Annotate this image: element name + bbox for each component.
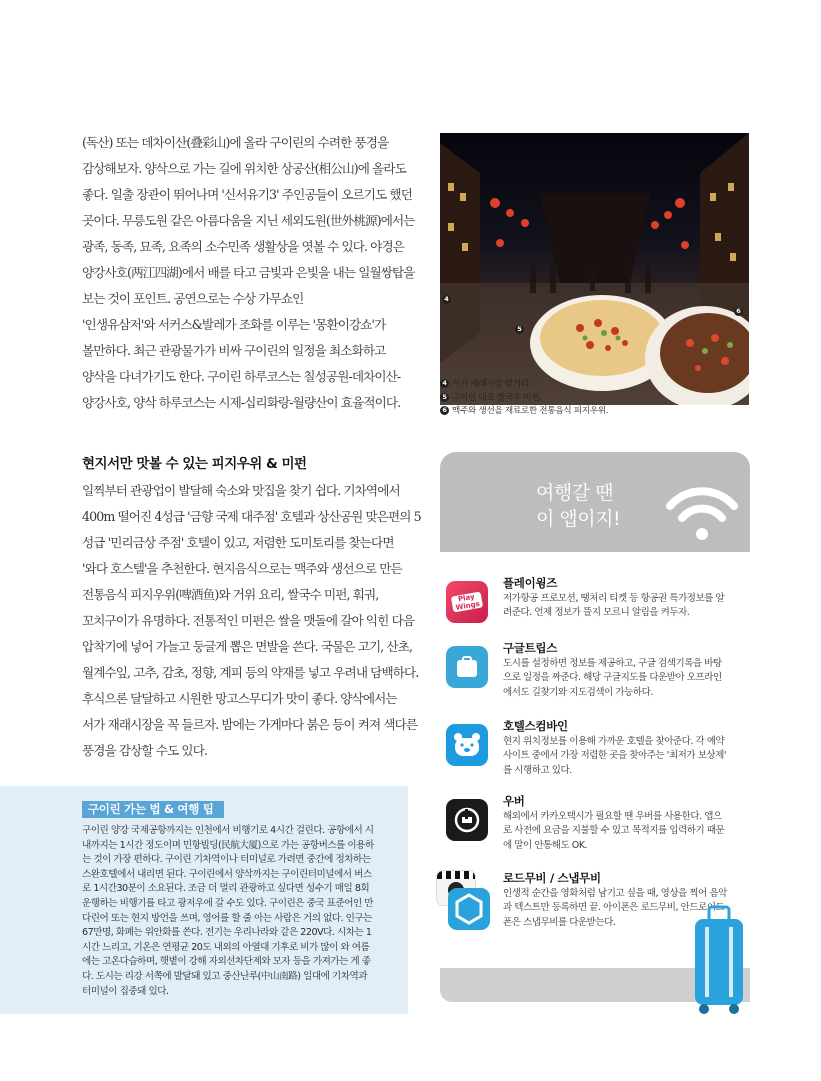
app-description <box>503 735 726 778</box>
tips-line: 는 것이 가장 편하다. 구이린 기차역이나 터미널로 가려면 중간에 정차하는 <box>82 854 371 866</box>
night-market-illustration <box>440 133 749 405</box>
photo-marker-6: 6 <box>734 307 743 316</box>
intro-line: 양강사호, 양삭 하루코스는 시제-십리화랑-월량산이 효율적이다. <box>82 395 401 410</box>
local-line: 후식으론 달달하고 시원한 망고스무디가 맛이 좋다. 양삭에서는 <box>82 691 397 706</box>
intro-line: 감상해보자. 양삭으로 가는 길에 위치한 상공산(相公山)에 올라도 <box>82 161 406 176</box>
local-line: 서가 재래시장을 꼭 들르자. 밤에는 가게마다 붉은 등이 켜져 색다른 <box>82 717 418 732</box>
local-line: 풍경을 감상할 수도 있다. <box>82 743 208 758</box>
app-panel-title <box>536 480 620 532</box>
app-description-line: 폰은 스냅무비를 다운받는다. <box>503 916 616 928</box>
app-panel-title-line: 여행갈 땐 <box>536 482 613 504</box>
intro-line: 양삭을 다녀가기도 한다. 구이린 하루코스는 칠성공원-데차이산- <box>82 369 401 384</box>
intro-line: '인생유삼저'와 서커스&발레가 조화를 이루는 '몽환이강쇼'가 <box>82 317 386 332</box>
app-description-line: 려준다. 언제 정보가 뜰지 모르니 알림을 켜두자. <box>503 607 690 619</box>
app-description-line: 에 말이 안통해도 OK. <box>503 839 588 851</box>
intro-line: 곳이다. 무릉도원 같은 아름다움을 지닌 세외도원(世外桃源)에서는 <box>82 213 415 228</box>
app-description-line: 저가항공 프로모션, 땡처리 티켓 등 항공권 특가정보를 알 <box>503 593 725 604</box>
snapmovie-app-icon <box>448 888 490 930</box>
wifi-icon <box>662 476 742 546</box>
caption-number: 5 <box>440 393 449 402</box>
local-line: 일찍부터 관광업이 발달해 숙소와 맛집을 찾기 쉽다. 기차역에서 <box>82 483 400 498</box>
local-line: 성급 '민리금상 주점' 호텔이 있고, 저렴한 도미토리를 찾는다면 <box>82 535 394 550</box>
caption-number: 6 <box>440 406 449 415</box>
local-food-heading: 현지서만 맛볼 수 있는 피지우위 & 미펀 <box>82 456 307 472</box>
intro-line: 광족, 동족, 묘족, 요족의 소수민족 생활상을 엿볼 수 있다. 야경은 <box>82 239 404 254</box>
local-food-paragraph <box>82 478 427 764</box>
app-name: 구글트립스 <box>503 641 558 655</box>
photo-caption <box>440 405 608 419</box>
tips-line: 로 1시간30분이 소요된다. 조금 더 멀리 관광하고 싶다면 성수기 매일 8회 <box>82 883 370 895</box>
caption-text: 서가 재래시장 밤거리. <box>452 379 532 389</box>
tips-line: 운행하는 비행기를 타고 광저우에 갈 수도 있다. 구이린은 중국 표준어인 만 <box>82 897 374 909</box>
app-name: 플레이윙즈 <box>503 576 558 590</box>
local-line: 월계수잎, 고추, 감초, 정향, 계피 등의 약재를 넣고 우려내 담백하다. <box>82 665 419 680</box>
intro-paragraph <box>82 130 427 416</box>
tips-line: 터미널이 집중돼 있다. <box>82 985 169 997</box>
app-description <box>503 657 722 700</box>
app-description-line: 를 시행하고 있다. <box>503 764 572 776</box>
tips-line: 시간 느리고, 기온은 연평균 20도 내외의 아열대 기후로 비가 많이 와 여름 <box>82 941 370 953</box>
intro-line: 양강사호(两江四湖)에서 배를 타고 금빛과 은빛을 내는 일월쌍탑을 <box>82 265 415 280</box>
intro-line: 볼만하다. 최근 관광물가가 비싸 구이린의 일정을 최소화하고 <box>82 343 386 358</box>
clapperboard-icon <box>437 871 475 879</box>
photo-captions <box>440 378 608 419</box>
travel-tips-heading: 구이린 가는 법 & 여행 팁 <box>82 801 224 818</box>
tips-line: 67만명, 화폐는 위안화를 쓴다. 전기는 우리나라와 같은 220V다. 시차는 1 <box>82 927 372 939</box>
tips-line: 에는 고온다습하며, 햇볕이 강해 자외선차단제와 모자 등을 가져가는 게 좋 <box>82 956 371 968</box>
app-panel-banner <box>440 452 750 552</box>
caption-text: 맥주와 생선을 재료로한 전통음식 피지우위. <box>452 406 609 417</box>
google-trips-app-icon <box>446 646 488 688</box>
photo-caption <box>440 378 608 392</box>
hexagon-icon <box>448 888 490 930</box>
playwings-logo-text: Play Wings <box>451 592 483 613</box>
caption-number: 4 <box>440 379 449 388</box>
local-line: 전통음식 피지우위(啤酒鱼)와 거위 요리, 쌀국수 미펀, 훠궈, <box>82 587 379 602</box>
intro-line: (독산) 또는 데차이산(叠彩山)에 올라 구이린의 수려한 풍경을 <box>82 135 389 150</box>
playwings-app-icon <box>446 581 488 623</box>
app-description-line: 로 사전에 요금을 지불할 수 있고 목적지를 입력하기 때문 <box>503 825 725 837</box>
uber-app-icon <box>446 799 488 841</box>
app-description-line: 해외에서 카카오택시가 필요할 땐 우버를 사용한다. 앱으 <box>503 811 722 822</box>
bear-face-icon <box>446 724 488 766</box>
app-description-line: 과 텍스트만 등록하면 끝. 아이폰은 로드무비, 안드로이드 <box>503 902 725 914</box>
local-line: '와다 호스텔'을 추천한다. 현지음식으로는 맥주와 생선으로 만든 <box>82 561 402 576</box>
suitcase-handle-icon <box>462 656 472 662</box>
local-line: 압착기에 넣어 가늘고 둥글게 뽑은 면발을 쓴다. 국물은 고기, 산초, <box>82 639 413 654</box>
uber-logo-icon <box>446 799 488 841</box>
app-panel-title-line: 이 앱이지! <box>536 508 621 530</box>
app-description-line: 으로 일정을 짜준다. 해당 구글지도를 다운받아 오프라인 <box>503 672 722 684</box>
app-name: 우버 <box>503 794 525 808</box>
luggage-icon <box>690 905 748 1017</box>
suitcase-icon <box>457 660 477 677</box>
app-description <box>503 592 724 621</box>
intro-line: 좋다. 일출 장관이 뛰어나며 '신서유기3' 주인공들이 오르기도 했던 <box>82 187 412 202</box>
photo-marker-5: 5 <box>515 325 524 334</box>
app-description-line: 에서도 길찾기와 지도검색이 가능하다. <box>503 686 653 698</box>
caption-text: 구이린 대표 쌀국수 미펀. <box>452 392 542 403</box>
intro-line: 보는 것이 포인트. 공연으로는 수상 가무쇼인 <box>82 291 304 306</box>
app-description-line: 인생적 순간을 영화처럼 남기고 싶을 때, 영상을 찍어 음악 <box>503 888 727 899</box>
tips-line: 구이린 양강 국제공항까지는 인천에서 비행기로 4시간 걸린다. 공항에서 시 <box>82 825 374 836</box>
app-description-line: 현지 위치정보를 이용해 가까운 호텔을 찾아준다. 각 예약 <box>503 736 725 747</box>
app-name: 로드무비 / 스냅무비 <box>503 871 601 885</box>
app-description-line: 사이트 중에서 가장 저렴한 곳을 찾아주는 '최저가 보상제' <box>503 750 727 762</box>
photo-collage <box>440 133 749 405</box>
night-market-photo <box>440 133 749 405</box>
app-description-line: 도시를 설정하면 정보를 제공하고, 구글 검색기록을 바탕 <box>503 658 722 669</box>
app-description <box>503 810 724 853</box>
photo-marker-4: 4 <box>442 295 451 304</box>
local-line: 꼬치구이가 유명하다. 전통적인 미펀은 쌀을 맷돌에 갈아 익힌 다음 <box>82 613 415 628</box>
tips-line: 내까지는 1시간 정도이며 민항빌딩(民航大厦)으로 가는 공항버스를 이용하 <box>82 839 374 851</box>
travel-tips-box <box>0 786 408 1014</box>
tips-line: 다. 도시는 리강 서쪽에 발달돼 있고 중산난루(中山南路) 일대에 기차역과 <box>82 970 367 982</box>
hotelscombined-app-icon <box>446 724 488 766</box>
local-line: 400m 떨어진 4성급 '금향 국제 대주점' 호텔과 상산공원 맞은편의 5 <box>82 509 421 524</box>
tips-line: 스완호텔에서 내리면 된다. 구이린에서 양삭까지는 구이린터미널에서 버스 <box>82 868 372 880</box>
photo-caption <box>440 392 608 406</box>
tips-line: 다린어 또는 현지 방언을 쓰며, 영어를 할 줄 아는 사람은 거의 없다. 인구는 <box>82 912 372 924</box>
travel-tips-text <box>82 824 400 999</box>
app-name: 호텔스컴바인 <box>503 719 568 733</box>
